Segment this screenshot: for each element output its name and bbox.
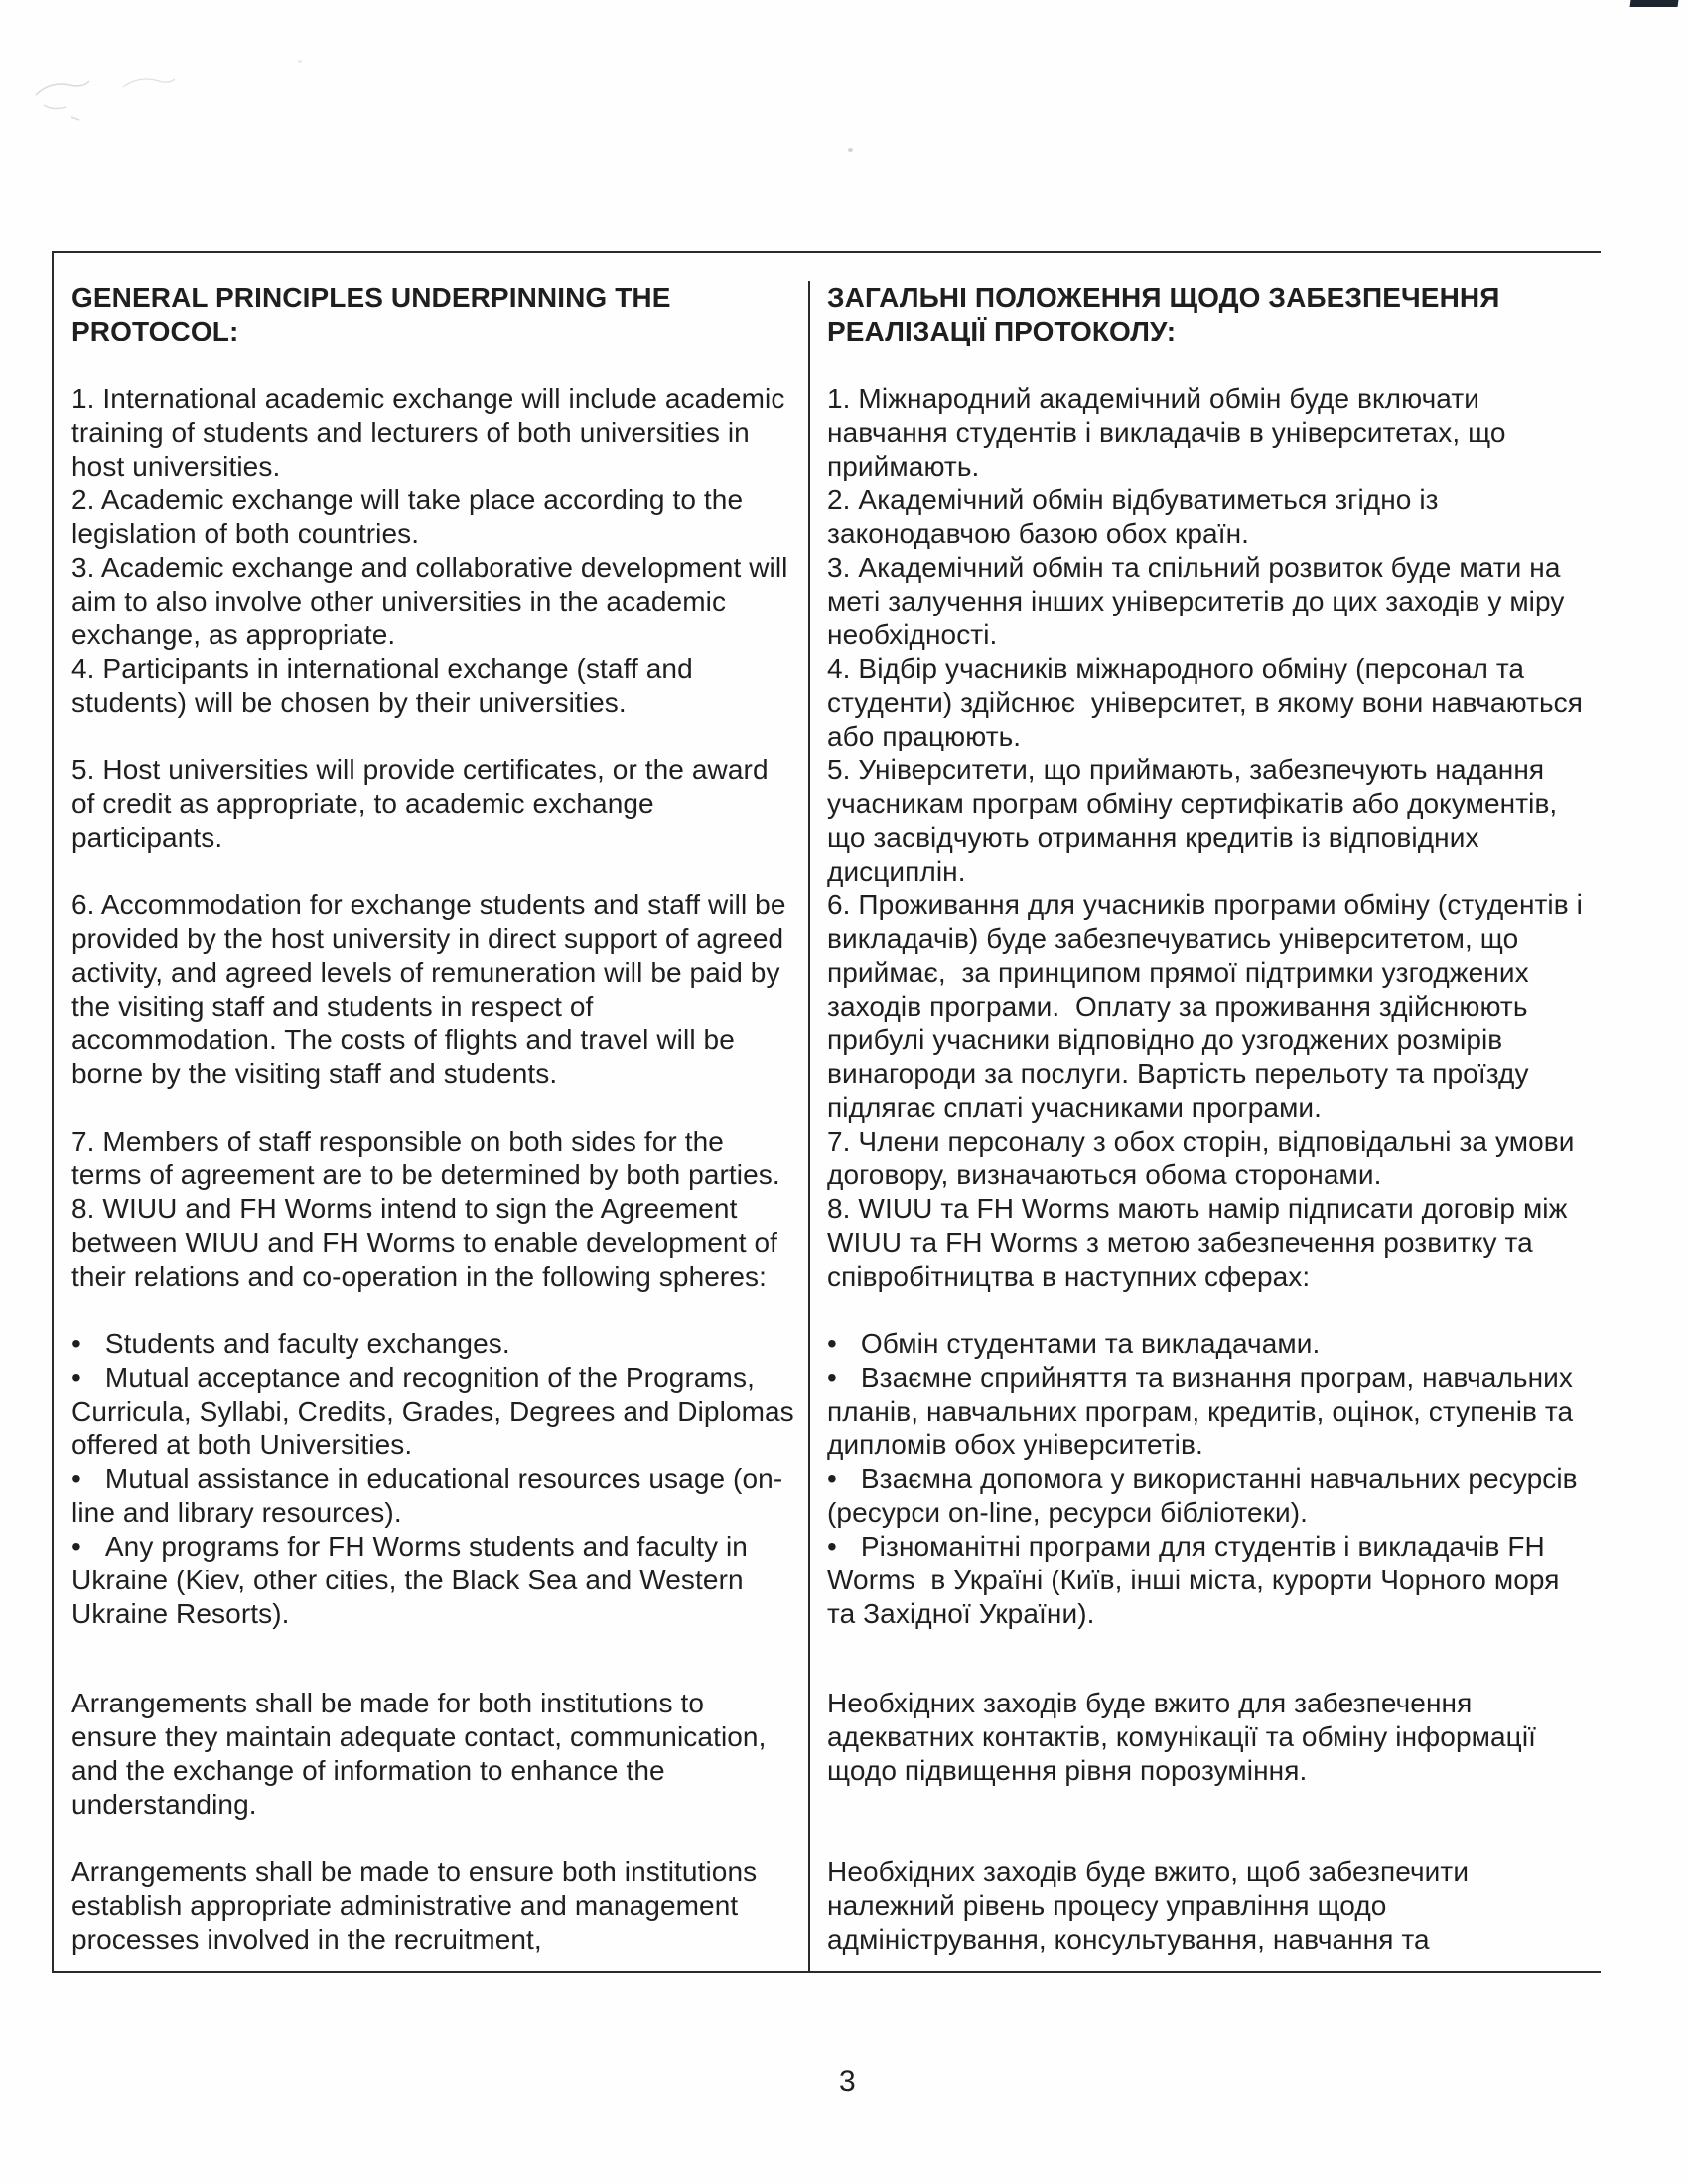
scan-speck	[848, 148, 853, 152]
page-number: 3	[839, 2065, 856, 2098]
table-cell-uk-row-2: 2. Академічний обмін відбуватиметься згідно із законодавчою базою обох країн.	[827, 484, 1439, 549]
table-cell-en-row-4: 4. Participants in international exchange (staff and students) will be chosen by their universities.	[54, 652, 810, 753]
table-cell-en-row-8: 8. WIUU and FH Worms intend to sign the Agreement between WIUU and FH Worms to enable development of their relations and co-operation in the following spheres:	[54, 1192, 810, 1294]
table-cell-uk-row-7: 7. Члени персоналу з обох сторін, відповідальні за умови договору, визначаються обома сторонами.	[827, 1126, 1575, 1190]
table-cell-en-row-6: 6. Accommodation for exchange students and staff will be provided by the host university in direct support of agreed activity, and agreed levels of remuneration will be paid by the visiting staff and students in respect of accommodation. The costs of flights and travel will be borne by the visiting staff and students.	[54, 888, 810, 1125]
scan-speck	[298, 60, 302, 63]
table-cell-en-row-9: • Students and faculty exchanges.	[54, 1294, 810, 1361]
table-cell-en-row-10: • Mutual acceptance and recognition of the Programs, Curricula, Syllabi, Credits, Grades, Degrees and Diplomas offered at both Universities.	[54, 1361, 810, 1462]
table-cell-uk-row-1: 1. Міжнародний академічний обмін буде включати навчання студентів і викладачів в університетах, що приймають.	[827, 383, 1506, 481]
table-cell-uk-row-3: 3. Академічний обмін та спільний розвиток буде мати на меті залучення інших університетів до цих заходів у міру необхідності.	[827, 552, 1565, 650]
table-cell-uk-row-11: • Взаємна допомога у використанні навчальних ресурсів (ресурси on-line, ресурси бібліотеки).	[810, 1462, 1601, 1530]
table-cell-uk-row-0: ЗАГАЛЬНІ ПОЛОЖЕННЯ ЩОДО ЗАБЕЗПЕЧЕННЯ РЕАЛІЗАЦІЇ ПРОТОКОЛУ:	[827, 282, 1500, 346]
pencil-scribble-artifact	[28, 48, 207, 127]
table-cell-uk-row-12: • Різноманітні програми для студентів і викладачів FH Worms в Україні (Київ, інші міста, курорти Чорного моря та Західної України).	[810, 1530, 1601, 1631]
table-cell-en-row-1: 1. International academic exchange will include academic training of students and lecturers of both universities in host universities.	[54, 348, 810, 483]
table-cell-uk-row-14: Необхідних заходів буде вжито, щоб забезпечити належний рівень процесу управління щодо адміністрування, консультування, навчання та	[827, 1856, 1470, 1955]
table-cell-uk-row-9: • Обмін студентами та викладачами.	[810, 1294, 1601, 1361]
table-cell-en-row-2: 2. Academic exchange will take place according to the legislation of both countries.	[54, 483, 810, 551]
table-cell-en-row-11: • Mutual assistance in educational resources usage (on-line and library resources).	[54, 1462, 810, 1530]
table-cell-en-row-14: Arrangements shall be made to ensure both institutions establish appropriate administrative and management processes involved in the recruitment,	[54, 1822, 810, 1971]
table-cell-uk-row-10: • Взаємне сприйняття та визнання програм, навчальних планів, навчальних програм, кредитів, оцінок, ступенів та дипломів обох університетів.	[810, 1361, 1601, 1462]
table-cell-en-row-3: 3. Academic exchange and collaborative development will aim to also involve other universities in the academic exchange, as appropriate.	[54, 551, 810, 652]
table-cell-en-row-0: GENERAL PRINCIPLES UNDERPINNING THE PROTOCOL:	[54, 281, 810, 348]
table-cell-uk-row-8: 8. WIUU та FH Worms мають намір підписати договір між WIUU та FH Worms з метою забезпечення розвитку та співробітництва в наступних сферах:	[827, 1193, 1568, 1292]
table-cell-uk-row-6: 6. Проживання для учасників програми обміну (студентів і викладачів) буде забезпечуватись університетом, що приймає, за принципом прямої підтримки узгоджених заходів програми. Оплату за проживання здійснюють прибулі учасники відповідно до узгоджених розмірів винагороди за послуги. Вартість перельоту та проїзду підлягає сплаті учасниками програми.	[827, 889, 1583, 1123]
table-cell-en-row-7: 7. Members of staff responsible on both sides for the terms of agreement are to be determined by both parties.	[54, 1125, 810, 1192]
table-cell-uk-row-13: Необхідних заходів буде вжито для забезпечення адекватних контактів, комунікації та обміну інформації щодо підвищення рівня порозуміння.	[827, 1688, 1537, 1786]
table-cell-uk-row-5: 5. Університети, що приймають, забезпечують надання учасникам програм обміну сертифікатів або документів, що засвідчують отримання кредитів із відповідних дисциплін.	[827, 754, 1558, 887]
protocol-table	[52, 251, 1601, 1973]
scan-corner-strip-artifact	[1630, 0, 1679, 7]
table-cell-en-row-5: 5. Host universities will provide certificates, or the award of credit as appropriate, to academic exchange participants.	[54, 753, 810, 888]
table-cell-en-row-13: Arrangements shall be made for both institutions to ensure they maintain adequate contact, communication, and the exchange of information to enhance the understanding.	[54, 1631, 810, 1822]
table-cell-uk-row-4: 4. Відбір учасників міжнародного обміну (персонал та студенти) здійснює університет, в якому вони навчаються або працюють.	[827, 653, 1584, 751]
table-cell-en-row-12: • Any programs for FH Worms students and faculty in Ukraine (Kiev, other cities, the Black Sea and Western Ukraine Resorts).	[54, 1530, 810, 1631]
